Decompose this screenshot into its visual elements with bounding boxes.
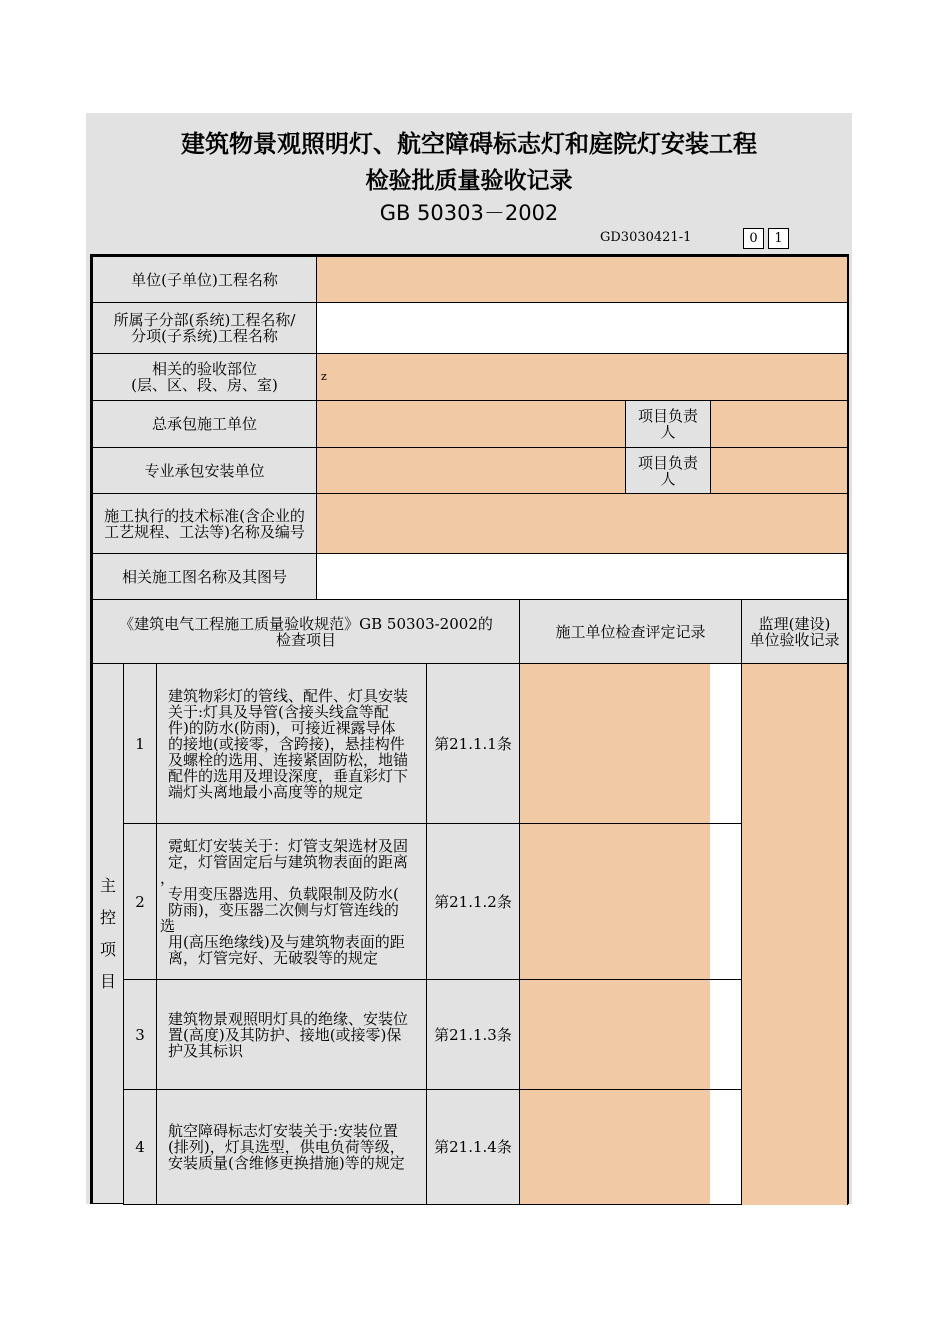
standard-label: [92, 493, 317, 554]
project-manager-2-label-line2: 人: [660, 469, 676, 488]
project-manager-2-label: [625, 447, 711, 494]
drawings-label-text: 相关施工图名称及其图号: [121, 567, 287, 586]
location-value: z: [321, 370, 327, 383]
item-3-description: [156, 979, 427, 1090]
item-4-line: 安装质量(含维修更换措施)等的规定: [168, 1154, 405, 1172]
specialty-contractor-input[interactable]: [316, 447, 626, 494]
item-1-line: 件)的防水(防雨)，可接近裸露导体: [168, 718, 396, 737]
item-2-line: 定，灯管固定后与建筑物表面的距离: [168, 852, 409, 871]
item-1-line: 配件的选用及埋设深度，垂直彩灯下: [168, 766, 409, 785]
drawings-input[interactable]: [316, 553, 848, 600]
item-number: [123, 979, 157, 1090]
title-line-2: 检验批质量验收记录: [365, 168, 573, 194]
item-2-line: 防雨)，变压器二次侧与灯管连线的: [168, 900, 399, 919]
item-1-description: [156, 663, 427, 824]
general-contractor-label-text: 总承包施工单位: [151, 415, 257, 433]
item-4-line: (排列)，灯具选型，供电负荷等级，: [168, 1138, 405, 1156]
item-1-line: 端灯头离地最小高度等的规定: [168, 782, 364, 801]
group-char-1: 主: [99, 875, 116, 895]
project-manager-label-line1: 项目负责: [637, 407, 698, 425]
item-2-line: 用(高压绝缘线)及与建筑物表面的距: [168, 932, 405, 951]
project-name-label-text: 单位(子单位)工程名称: [131, 270, 278, 289]
item-2-clause-text: 第21.1.2条: [434, 892, 512, 911]
item-2-clause: [426, 823, 520, 980]
item-3-clause-text: 第21.1.3条: [434, 1025, 512, 1044]
item-3-contractor-record-blank[interactable]: [710, 979, 742, 1090]
item-1-contractor-record-blank[interactable]: [710, 663, 742, 824]
sub-project-label: [92, 302, 317, 354]
item-4-number: 4: [135, 1138, 145, 1156]
form-code: GD3030421-1: [600, 230, 692, 245]
standard-input[interactable]: [316, 493, 848, 554]
location-input[interactable]: [316, 353, 848, 401]
location-label: [92, 353, 317, 401]
sub-project-label-line1: 所属子分部(系统)工程名称/: [113, 311, 296, 329]
item-3-line: 护及其标识: [168, 1041, 244, 1060]
item-4-contractor-record-blank[interactable]: [710, 1089, 742, 1205]
contractor-record-header-text: 施工单位检查评定记录: [555, 622, 706, 641]
item-2-line: 霓虹灯安装关于：灯管支架选材及固: [168, 836, 409, 855]
item-4-description: [156, 1089, 427, 1205]
project-manager-2-input[interactable]: [710, 447, 848, 494]
form-code-box-1[interactable]: 0: [743, 228, 764, 249]
item-1-line: 及螺栓的选用、连接紧固防松，地锚: [168, 750, 409, 769]
item-number: [123, 823, 157, 980]
item-2-line: 离，灯管完好、无破裂等的规定: [168, 948, 379, 967]
location-label-line1: 相关的验收部位: [151, 360, 257, 378]
main-control-group-label: [92, 663, 124, 1204]
item-2-number: 2: [135, 892, 145, 911]
standard-code-title: GB 50303－2002: [379, 201, 559, 225]
item-4-line: 航空障碍标志灯安装关于:安装位置: [168, 1122, 399, 1140]
spec-header: [92, 599, 520, 664]
supervisor-header: [741, 599, 848, 664]
item-2-contractor-record[interactable]: [519, 823, 711, 980]
group-char-2: 控: [99, 907, 116, 927]
supervisor-header-line1: 监理(建设): [758, 614, 831, 633]
item-1-number: 1: [135, 734, 145, 753]
project-manager-2-label-line1: 项目负责: [637, 453, 698, 472]
supervisor-record-column[interactable]: [741, 663, 848, 1205]
general-contractor-input[interactable]: [316, 400, 626, 448]
standard-label-line1: 施工执行的技术标准(含企业的: [104, 506, 305, 525]
project-name-label: [92, 256, 317, 303]
item-1-clause: [426, 663, 520, 824]
group-char-4: 目: [99, 971, 116, 991]
item-1-line: 的接地(或接零，含跨接)，悬挂构件: [168, 734, 405, 753]
project-manager-label-line2: 人: [660, 423, 676, 441]
specialty-contractor-label-text: 专业承包安装单位: [144, 461, 265, 480]
item-2-description: [156, 823, 427, 980]
supervisor-header-line2: 单位验收记录: [749, 630, 840, 649]
standard-label-line2: 工艺规程、工法等)名称及编号: [104, 522, 305, 541]
specialty-contractor-label: [92, 447, 317, 494]
item-1-line: 建筑物彩灯的管线、配件、灯具安装: [168, 686, 409, 705]
item-3-line: 置(高度)及其防护、接地(或接零)保: [168, 1025, 402, 1044]
project-manager-label: [625, 400, 711, 448]
item-number: [123, 663, 157, 824]
drawings-label: [92, 553, 317, 600]
item-4-contractor-record[interactable]: [519, 1089, 711, 1205]
form-code-box-2[interactable]: 1: [768, 228, 789, 249]
contractor-record-header: [519, 599, 742, 664]
item-4-clause: [426, 1089, 520, 1205]
item-3-contractor-record[interactable]: [519, 979, 711, 1090]
title-line-1: 建筑物景观照明灯、航空障碍标志灯和庭院灯安装工程: [181, 130, 757, 158]
item-2-line: 选: [160, 916, 176, 935]
item-3-clause: [426, 979, 520, 1090]
project-manager-input[interactable]: [710, 400, 848, 448]
spec-header-line2: 检查项目: [275, 630, 336, 649]
spec-header-line1: 《建筑电气工程施工质量验收规范》GB 50303-2002的: [119, 614, 493, 633]
item-2-line: ，: [160, 868, 176, 887]
item-4-clause-text: 第21.1.4条: [434, 1138, 512, 1156]
item-1-line: 关于:灯具及导管(含接头线盒等配: [168, 702, 389, 721]
item-1-clause-text: 第21.1.1条: [434, 734, 512, 753]
location-label-line2: (层、区、段、房、室): [131, 376, 278, 394]
item-1-contractor-record[interactable]: [519, 663, 711, 824]
group-char-3: 项: [99, 939, 116, 959]
project-name-input[interactable]: [316, 256, 848, 303]
item-number: [123, 1089, 157, 1205]
item-3-number: 3: [135, 1025, 145, 1044]
sub-project-label-line2: 分项(子系统)工程名称: [131, 327, 278, 345]
sub-project-input[interactable]: [316, 302, 848, 354]
item-2-contractor-record-blank[interactable]: [710, 823, 742, 980]
general-contractor-label: [92, 400, 317, 448]
item-3-line: 建筑物景观照明灯具的绝缘、安装位: [168, 1009, 409, 1028]
item-2-line: 专用变压器选用、负载限制及防水(: [168, 884, 399, 903]
